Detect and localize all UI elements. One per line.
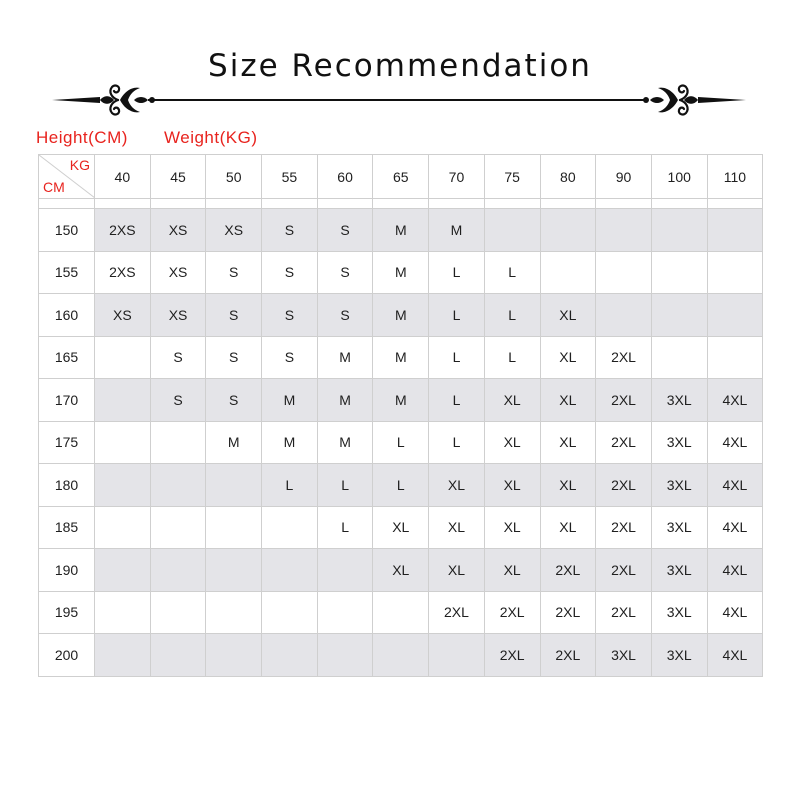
size-cell: XL <box>540 421 596 464</box>
size-cell: 2XL <box>596 464 652 507</box>
size-cell <box>206 506 262 549</box>
size-cell: 3XL <box>651 634 707 677</box>
height-cell: 200 <box>39 634 95 677</box>
size-cell: XL <box>429 549 485 592</box>
size-cell <box>262 549 318 592</box>
size-cell <box>540 251 596 294</box>
size-cell <box>317 634 373 677</box>
size-cell: S <box>206 336 262 379</box>
size-cell: L <box>484 251 540 294</box>
size-cell <box>373 634 429 677</box>
size-cell: M <box>373 294 429 337</box>
size-cell: L <box>484 294 540 337</box>
size-cell: 2XL <box>596 336 652 379</box>
size-cell <box>707 294 763 337</box>
size-cell: 3XL <box>651 506 707 549</box>
size-cell: XS <box>150 294 206 337</box>
size-cell <box>95 464 151 507</box>
size-cell <box>596 251 652 294</box>
page-title: Size Recommendation <box>208 48 592 84</box>
table-row <box>39 634 763 677</box>
weight-header-cell: 75 <box>484 155 540 199</box>
weight-header-cell: 65 <box>373 155 429 199</box>
size-cell: 4XL <box>707 634 763 677</box>
size-cell: 2XS <box>95 209 151 252</box>
height-cell: 190 <box>39 549 95 592</box>
size-cell: M <box>429 209 485 252</box>
height-cell: 160 <box>39 294 95 337</box>
spacer-cell <box>540 199 596 209</box>
size-cell: S <box>317 209 373 252</box>
size-cell <box>540 209 596 252</box>
weight-header-cell: 60 <box>317 155 373 199</box>
size-cell <box>596 209 652 252</box>
height-axis-label: Height(CM) <box>36 128 128 147</box>
size-cell: 4XL <box>707 591 763 634</box>
size-cell: XS <box>150 251 206 294</box>
size-cell: M <box>262 421 318 464</box>
weight-header-cell: 70 <box>429 155 485 199</box>
size-cell: 2XL <box>596 506 652 549</box>
spacer-cell <box>206 199 262 209</box>
spacer-cell <box>262 199 318 209</box>
size-cell: M <box>206 421 262 464</box>
size-cell: XS <box>150 209 206 252</box>
size-cell: M <box>262 379 318 422</box>
size-cell: 2XS <box>95 251 151 294</box>
height-cell: 195 <box>39 591 95 634</box>
size-cell <box>95 379 151 422</box>
size-cell: L <box>429 421 485 464</box>
size-cell: 2XL <box>596 379 652 422</box>
size-cell <box>150 591 206 634</box>
size-cell <box>707 336 763 379</box>
size-cell <box>150 634 206 677</box>
height-cell: 185 <box>39 506 95 549</box>
size-cell: M <box>373 336 429 379</box>
size-cell <box>484 209 540 252</box>
size-cell <box>651 209 707 252</box>
table-row <box>39 336 763 379</box>
size-cell <box>651 294 707 337</box>
size-cell <box>651 251 707 294</box>
size-cell: XL <box>429 464 485 507</box>
size-cell <box>95 591 151 634</box>
weight-header-cell: 55 <box>262 155 318 199</box>
fleur-ornament-right-icon <box>640 80 750 120</box>
size-cell <box>262 634 318 677</box>
weight-header-cell: 80 <box>540 155 596 199</box>
size-cell: S <box>150 336 206 379</box>
title-underline <box>148 99 644 101</box>
height-cell: 155 <box>39 251 95 294</box>
size-cell <box>150 421 206 464</box>
size-cell: 3XL <box>651 464 707 507</box>
weight-header-cell: 110 <box>707 155 763 199</box>
size-cell: XS <box>95 294 151 337</box>
size-cell: 3XL <box>651 379 707 422</box>
size-cell <box>596 294 652 337</box>
size-cell: L <box>373 464 429 507</box>
size-cell: S <box>262 209 318 252</box>
size-cell: 4XL <box>707 464 763 507</box>
size-cell: 2XL <box>540 549 596 592</box>
size-cell: XL <box>540 294 596 337</box>
size-cell: 3XL <box>651 421 707 464</box>
size-cell: 2XL <box>484 591 540 634</box>
size-cell: S <box>206 251 262 294</box>
size-cell: M <box>373 379 429 422</box>
size-cell: S <box>206 379 262 422</box>
weight-header-cell: 90 <box>596 155 652 199</box>
size-cell: XL <box>484 549 540 592</box>
size-cell: L <box>262 464 318 507</box>
size-cell <box>373 591 429 634</box>
table-row <box>39 294 763 337</box>
size-cell: XL <box>484 506 540 549</box>
weight-header-cell: 45 <box>150 155 206 199</box>
height-cell: 150 <box>39 209 95 252</box>
height-cell: 180 <box>39 464 95 507</box>
size-cell <box>95 421 151 464</box>
table-row <box>39 251 763 294</box>
spacer-cell <box>651 199 707 209</box>
height-cell: 175 <box>39 421 95 464</box>
size-cell: 4XL <box>707 506 763 549</box>
size-cell: S <box>317 294 373 337</box>
size-cell: S <box>262 336 318 379</box>
weight-header-cell: 40 <box>95 155 151 199</box>
size-cell: 2XL <box>540 634 596 677</box>
size-cell: XS <box>206 209 262 252</box>
size-cell: M <box>317 421 373 464</box>
size-cell: S <box>206 294 262 337</box>
table-row <box>39 209 763 252</box>
size-cell <box>262 506 318 549</box>
size-cell: XL <box>484 379 540 422</box>
size-cell <box>206 634 262 677</box>
size-chart <box>38 154 762 677</box>
spacer-cell <box>707 199 763 209</box>
weight-header-row <box>39 155 763 199</box>
weight-header-cell: 100 <box>651 155 707 199</box>
size-cell <box>150 464 206 507</box>
size-cell: M <box>317 379 373 422</box>
size-cell <box>150 549 206 592</box>
size-cell: L <box>373 421 429 464</box>
size-cell <box>150 506 206 549</box>
corner-cell <box>39 155 95 199</box>
table-row <box>39 591 763 634</box>
size-cell: XL <box>540 336 596 379</box>
size-cell: S <box>262 251 318 294</box>
size-cell: 2XL <box>596 549 652 592</box>
size-cell <box>317 591 373 634</box>
size-cell: L <box>429 379 485 422</box>
height-cell: 165 <box>39 336 95 379</box>
size-cell <box>95 634 151 677</box>
size-cell: 2XL <box>540 591 596 634</box>
size-cell: 3XL <box>596 634 652 677</box>
table-row <box>39 379 763 422</box>
size-cell <box>206 591 262 634</box>
size-cell: 3XL <box>651 549 707 592</box>
size-cell <box>651 336 707 379</box>
size-cell: 2XL <box>596 421 652 464</box>
spacer-cell <box>373 199 429 209</box>
size-cell: XL <box>373 549 429 592</box>
weight-header-cell: 50 <box>206 155 262 199</box>
size-cell: 4XL <box>707 379 763 422</box>
size-cell: 2XL <box>484 634 540 677</box>
spacer-cell <box>39 199 95 209</box>
size-cell: 2XL <box>596 591 652 634</box>
size-cell <box>707 251 763 294</box>
table-row <box>39 549 763 592</box>
corner-kg-label: KG <box>69 157 90 173</box>
size-cell: XL <box>540 379 596 422</box>
size-cell: S <box>262 294 318 337</box>
size-cell: XL <box>429 506 485 549</box>
size-cell: L <box>429 251 485 294</box>
spacer-cell <box>150 199 206 209</box>
size-cell: 4XL <box>707 549 763 592</box>
corner-cm-label: CM <box>43 179 65 195</box>
spacer-cell <box>95 199 151 209</box>
size-cell: M <box>373 209 429 252</box>
size-cell: XL <box>373 506 429 549</box>
size-cell <box>206 549 262 592</box>
size-cell: S <box>317 251 373 294</box>
size-cell: L <box>317 464 373 507</box>
size-cell: L <box>484 336 540 379</box>
size-cell: XL <box>484 421 540 464</box>
size-cell: 4XL <box>707 421 763 464</box>
size-cell: 2XL <box>429 591 485 634</box>
size-cell: M <box>317 336 373 379</box>
size-cell: M <box>373 251 429 294</box>
size-cell: S <box>150 379 206 422</box>
size-cell: L <box>429 294 485 337</box>
size-cell <box>95 506 151 549</box>
spacer-cell <box>484 199 540 209</box>
table-row <box>39 421 763 464</box>
size-cell <box>429 634 485 677</box>
spacer-cell <box>317 199 373 209</box>
size-cell <box>707 209 763 252</box>
size-cell <box>95 549 151 592</box>
size-cell: XL <box>540 506 596 549</box>
size-cell: L <box>317 506 373 549</box>
weight-axis-label: Weight(KG) <box>164 128 258 147</box>
size-cell: L <box>429 336 485 379</box>
spacer-cell <box>429 199 485 209</box>
table-row <box>39 506 763 549</box>
size-cell <box>95 336 151 379</box>
table-row <box>39 464 763 507</box>
size-cell: XL <box>540 464 596 507</box>
size-cell: XL <box>484 464 540 507</box>
spacer-row <box>39 199 763 209</box>
spacer-cell <box>596 199 652 209</box>
size-cell: 3XL <box>651 591 707 634</box>
height-cell: 170 <box>39 379 95 422</box>
size-cell <box>262 591 318 634</box>
fleur-ornament-left-icon <box>48 80 158 120</box>
size-cell <box>206 464 262 507</box>
size-table <box>38 154 763 677</box>
size-cell <box>317 549 373 592</box>
